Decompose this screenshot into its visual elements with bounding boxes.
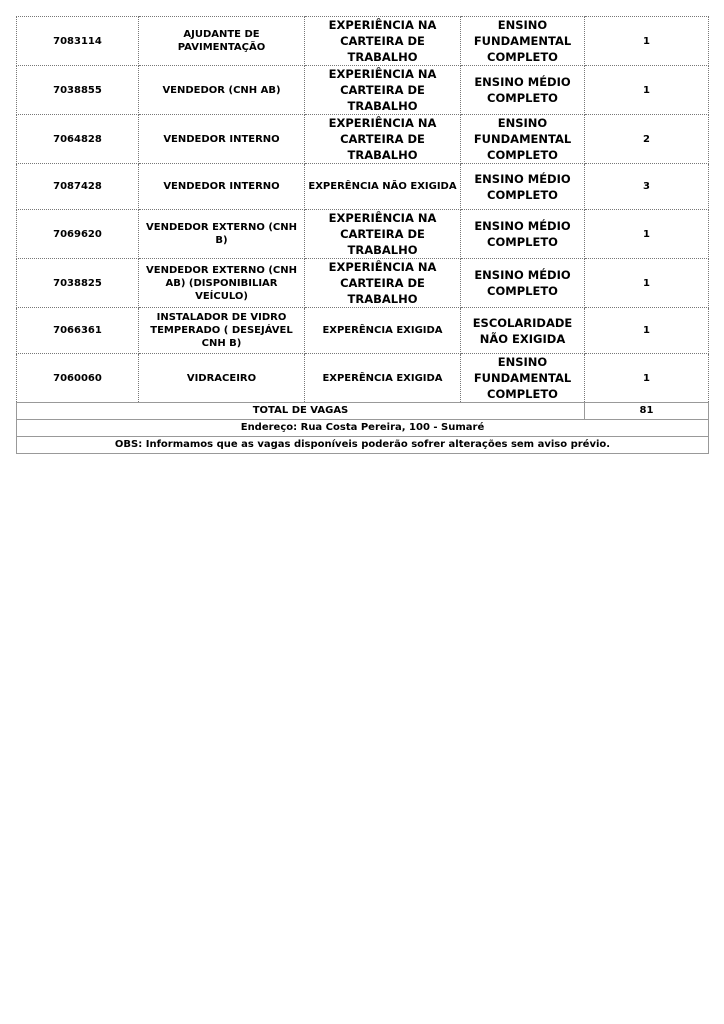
table-row [17, 164, 709, 210]
obs-note: OBS: Informamos que as vagas disponíveis poderão sofrer alterações sem aviso prévio. [17, 437, 709, 454]
experience-requirement: EXPERIÊNCIA NA CARTEIRA DE TRABALHO [305, 115, 461, 164]
table-row [17, 210, 709, 259]
address-text: Endereço: Rua Costa Pereira, 100 - Sumaré [17, 420, 709, 437]
education-requirement: ENSINO FUNDAMENTAL COMPLETO [461, 17, 585, 66]
vacancy-count: 1 [585, 66, 709, 115]
job-code: 7066361 [17, 308, 139, 354]
total-label: TOTAL DE VAGAS [17, 403, 585, 420]
job-title: VIDRACEIRO [139, 354, 305, 403]
job-title: AJUDANTE DE PAVIMENTAÇÃO [139, 17, 305, 66]
experience-requirement: EXPERÊNCIA EXIGIDA [305, 308, 461, 354]
education-requirement: ENSINO MÉDIO COMPLETO [461, 66, 585, 115]
table-row [17, 308, 709, 354]
vacancy-count: 2 [585, 115, 709, 164]
vacancy-count: 1 [585, 354, 709, 403]
job-code: 7083114 [17, 17, 139, 66]
job-rows [17, 17, 709, 454]
education-requirement: ENSINO MÉDIO COMPLETO [461, 259, 585, 308]
job-title: VENDEDOR EXTERNO (CNH AB) (DISPONIBILIAR VEÍCULO) [139, 259, 305, 308]
experience-requirement: EXPERIÊNCIA NA CARTEIRA DE TRABALHO [305, 66, 461, 115]
table-row [17, 354, 709, 403]
address-row [17, 420, 709, 437]
experience-requirement: EXPERÊNCIA EXIGIDA [305, 354, 461, 403]
job-code: 7064828 [17, 115, 139, 164]
total-value: 81 [585, 403, 709, 420]
vacancy-count: 1 [585, 259, 709, 308]
education-requirement: ENSINO MÉDIO COMPLETO [461, 164, 585, 210]
education-requirement: ENSINO FUNDAMENTAL COMPLETO [461, 354, 585, 403]
education-requirement: ENSINO MÉDIO COMPLETO [461, 210, 585, 259]
job-title: VENDEDOR INTERNO [139, 115, 305, 164]
experience-requirement: EXPERÊNCIA NÃO EXIGIDA [305, 164, 461, 210]
job-title: VENDEDOR (CNH AB) [139, 66, 305, 115]
experience-requirement: EXPERIÊNCIA NA CARTEIRA DE TRABALHO [305, 259, 461, 308]
job-code: 7038855 [17, 66, 139, 115]
job-code: 7038825 [17, 259, 139, 308]
total-row [17, 403, 709, 420]
experience-requirement: EXPERIÊNCIA NA CARTEIRA DE TRABALHO [305, 210, 461, 259]
vacancy-count: 1 [585, 210, 709, 259]
table-row [17, 259, 709, 308]
education-requirement: ESCOLARIDADE NÃO EXIGIDA [461, 308, 585, 354]
job-vacancies-table [16, 16, 709, 454]
job-code: 7060060 [17, 354, 139, 403]
education-requirement: ENSINO FUNDAMENTAL COMPLETO [461, 115, 585, 164]
job-title: VENDEDOR EXTERNO (CNH B) [139, 210, 305, 259]
vacancy-count: 1 [585, 17, 709, 66]
job-listing-page [16, 16, 708, 454]
table-row [17, 17, 709, 66]
vacancy-count: 1 [585, 308, 709, 354]
job-code: 7069620 [17, 210, 139, 259]
table-row [17, 115, 709, 164]
table-row [17, 66, 709, 115]
experience-requirement: EXPERIÊNCIA NA CARTEIRA DE TRABALHO [305, 17, 461, 66]
vacancy-count: 3 [585, 164, 709, 210]
job-title: VENDEDOR INTERNO [139, 164, 305, 210]
job-title: INSTALADOR DE VIDRO TEMPERADO ( DESEJÁVEL CNH B) [139, 308, 305, 354]
obs-row [17, 437, 709, 454]
job-code: 7087428 [17, 164, 139, 210]
